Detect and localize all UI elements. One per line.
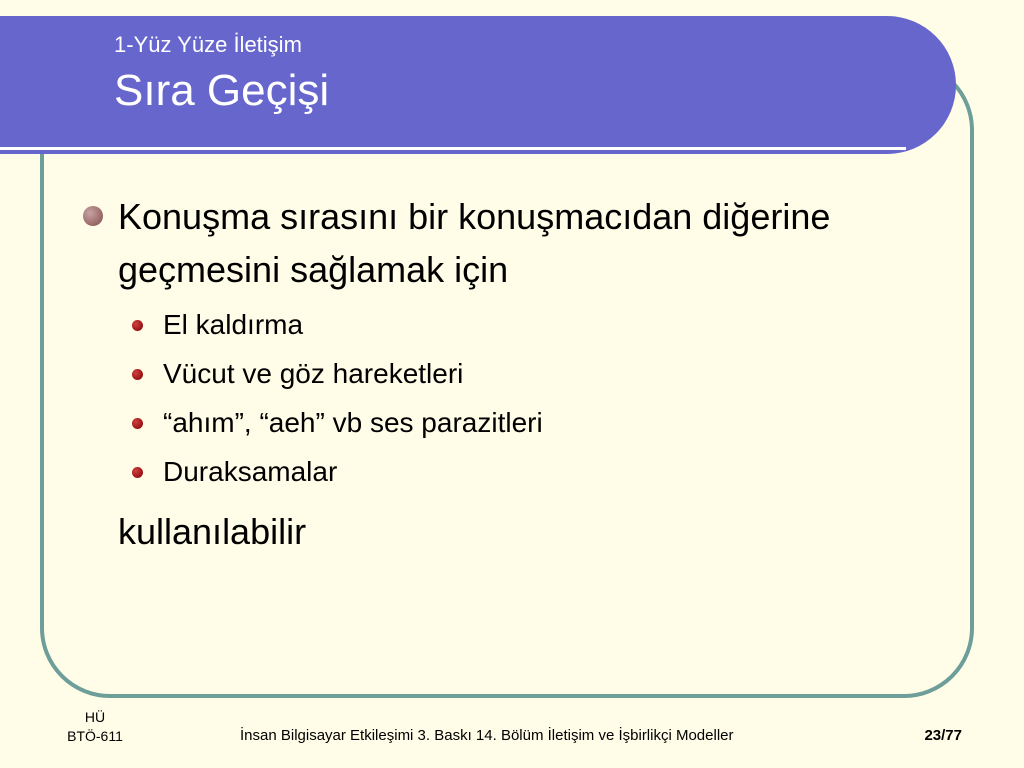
footer-institution-line1: HÜ bbox=[84, 709, 106, 725]
bullet-icon bbox=[132, 369, 143, 380]
bullet-icon bbox=[132, 467, 143, 478]
slide-subtitle: 1-Yüz Yüze İletişim bbox=[114, 32, 302, 57]
bullet-icon bbox=[132, 320, 143, 331]
main-bullet-icon bbox=[83, 206, 103, 226]
footer-book-title: İnsan Bilgisayar Etkileşimi 3. Baskı 14. Bölüm İletişim ve İşbirlikçi Modeller bbox=[240, 727, 734, 744]
list-item-text: Vücut ve göz hareketleri bbox=[163, 358, 464, 389]
list-item-text: El kaldırma bbox=[163, 309, 304, 340]
title-divider bbox=[0, 147, 906, 150]
main-bullet-text: Konuşma sırasını bir konuşmacıdan diğerine geçmesini sağlamak için bbox=[118, 196, 831, 290]
trailing-text: kullanılabilir bbox=[118, 511, 307, 552]
list-item-text: Duraksamalar bbox=[163, 456, 338, 487]
footer-institution bbox=[60, 708, 130, 746]
bullet-icon bbox=[132, 418, 143, 429]
slide-title: Sıra Geçişi bbox=[114, 66, 330, 115]
list-item-text: “ahım”, “aeh” vb ses parazitleri bbox=[163, 407, 543, 438]
footer-course-code: BTÖ-611 bbox=[67, 728, 123, 744]
page-number: 23/77 bbox=[924, 727, 962, 744]
